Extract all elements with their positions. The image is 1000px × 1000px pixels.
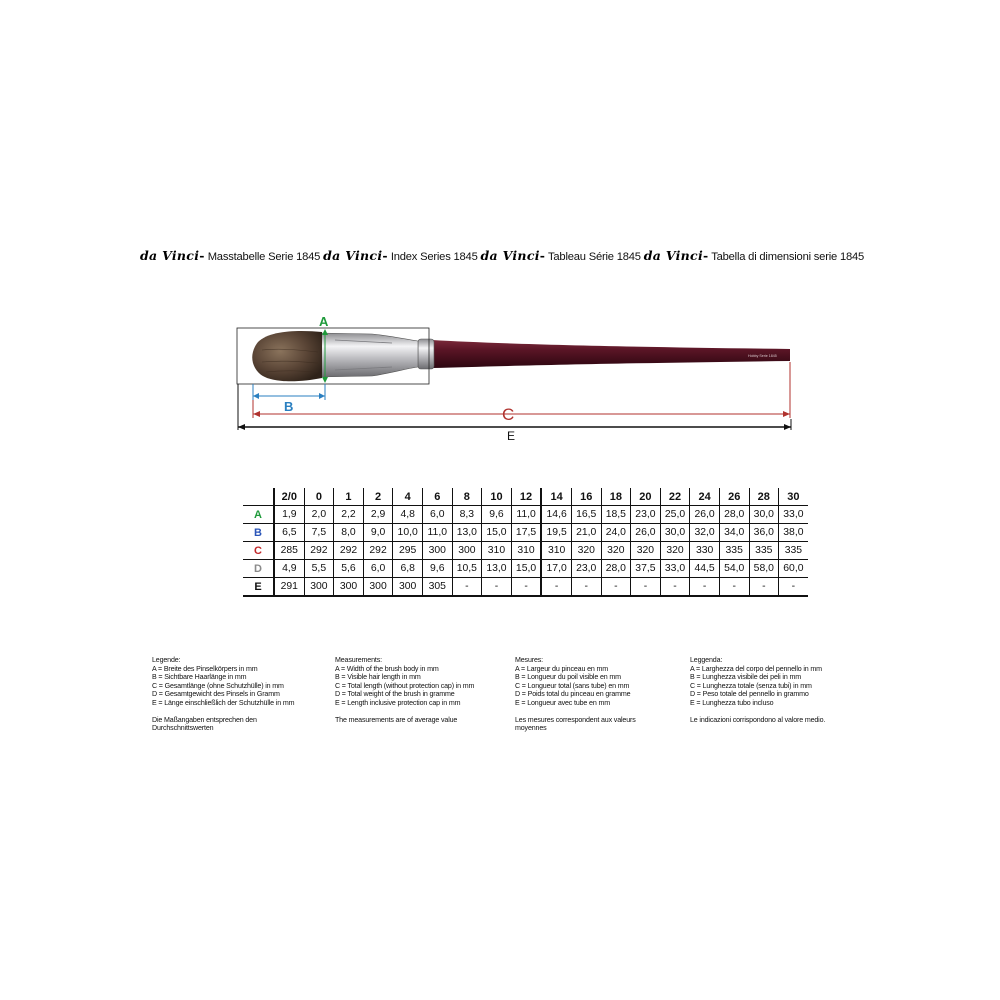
table-row [243, 542, 808, 560]
legend-line: B = Visible hair length in mm [335, 673, 421, 682]
table-cell: 10,5 [452, 560, 482, 578]
table-cell: 17,5 [511, 524, 541, 542]
header-text: Masstabelle Serie 1845 [204, 251, 324, 263]
size-header-cell: 28 [749, 488, 779, 506]
table-row [243, 506, 808, 524]
table-cell: 295 [393, 542, 423, 560]
table-cell: 300 [393, 578, 423, 597]
table-cell: 14,6 [541, 506, 571, 524]
table-cell: 6,0 [422, 506, 452, 524]
size-header-cell: 26 [719, 488, 749, 506]
table-cell: 300 [422, 542, 452, 560]
brush-ferrule [318, 333, 418, 377]
header-text: Tabella di dimensioni serie 1845 [708, 251, 865, 263]
table-cell: 320 [631, 542, 661, 560]
table-cell: 11,0 [511, 506, 541, 524]
size-header-cell: 30 [779, 488, 808, 506]
table-cell: 38,0 [779, 524, 808, 542]
size-header-cell: 4 [393, 488, 423, 506]
table-row [243, 578, 808, 597]
table-cell: 335 [719, 542, 749, 560]
table-cell: 8,3 [452, 506, 482, 524]
table-cell: 6,5 [274, 524, 304, 542]
size-header-cell: 2/0 [274, 488, 304, 506]
table-cell: 36,0 [749, 524, 779, 542]
size-header-row [243, 488, 808, 506]
row-key-c: C [243, 542, 274, 560]
brand-logo: da Vinci - [644, 248, 709, 263]
table-cell: 2,2 [334, 506, 364, 524]
table-cell: 19,5 [541, 524, 571, 542]
table-cell: 11,0 [422, 524, 452, 542]
corner-cell [243, 488, 274, 506]
table-cell: 285 [274, 542, 304, 560]
table-cell: 13,0 [482, 560, 512, 578]
table-cell: 7,5 [304, 524, 334, 542]
size-header-cell: 12 [511, 488, 541, 506]
table-cell: 30,0 [660, 524, 690, 542]
legend-line: B = Longueur du poil visible en mm [515, 673, 621, 682]
table-cell: 320 [601, 542, 631, 560]
table-cell: 33,0 [660, 560, 690, 578]
table-cell: 2,0 [304, 506, 334, 524]
size-header-cell: 1 [334, 488, 364, 506]
table-cell: - [719, 578, 749, 597]
legend-title: Mesures: [515, 656, 543, 664]
legend-line: D = Poids total du pinceau en gramme [515, 690, 631, 699]
table-cell: 28,0 [719, 506, 749, 524]
brand-logo: da Vinci - [140, 248, 205, 263]
header-text: Index Series 1845 [387, 251, 481, 263]
table-cell: 34,0 [719, 524, 749, 542]
table-cell: 33,0 [779, 506, 808, 524]
table-cell: 54,0 [719, 560, 749, 578]
table-cell: 21,0 [571, 524, 601, 542]
brand-logo: da Vinci - [323, 248, 388, 263]
table-cell: 18,5 [601, 506, 631, 524]
legend-line: D = Peso totale del pennello in grammo [690, 690, 809, 699]
legend-line: D = Gesamtgewicht des Pinsels in Gramm [152, 690, 280, 699]
legend-line: E = Longueur avec tube en mm [515, 698, 610, 707]
header-text: Tableau Série 1845 [545, 251, 644, 263]
legend-line: C = Longueur total (sans tube) en mm [515, 681, 630, 690]
table-cell: - [541, 578, 571, 597]
table-cell: 8,0 [334, 524, 364, 542]
label-c: C [502, 405, 515, 424]
table-cell: 310 [511, 542, 541, 560]
table-cell: - [571, 578, 601, 597]
size-header-cell: 18 [601, 488, 631, 506]
table-body [243, 506, 808, 597]
table-cell: - [511, 578, 541, 597]
legend-line: A = Largeur du pinceau en mm [515, 664, 609, 673]
table-cell: 300 [363, 578, 393, 597]
legend-english [335, 656, 505, 724]
legend-title: Leggenda: [690, 656, 723, 664]
legend-line: C = Lunghezza totale (senza tubi) in mm [690, 681, 812, 690]
handle-imprint: Hobby Serie 1845 [748, 354, 777, 358]
table-cell: 58,0 [749, 560, 779, 578]
table-cell: 310 [541, 542, 571, 560]
table-cell: 320 [571, 542, 601, 560]
table-cell: 330 [690, 542, 720, 560]
legend-line: E = Length inclusive protection cap in mm [335, 698, 461, 707]
table-cell: 15,0 [511, 560, 541, 578]
table-cell: - [631, 578, 661, 597]
table-cell: 30,0 [749, 506, 779, 524]
table-cell: 26,0 [690, 506, 720, 524]
table-cell: 9,6 [482, 506, 512, 524]
table-cell: 23,0 [631, 506, 661, 524]
legend-line: D = Total weight of the brush in gramme [335, 690, 455, 699]
table-cell: 15,0 [482, 524, 512, 542]
table-cell: 5,5 [304, 560, 334, 578]
table-cell: 13,0 [452, 524, 482, 542]
table-cell: 25,0 [660, 506, 690, 524]
legend-german [152, 656, 294, 733]
table-cell: 6,0 [363, 560, 393, 578]
table-cell: 300 [334, 578, 364, 597]
table-cell: 17,0 [541, 560, 571, 578]
legend-line: E = Länge einschließlich der Schutzhülle in mm [152, 698, 295, 707]
table-cell: 26,0 [631, 524, 661, 542]
table-cell: 10,0 [393, 524, 423, 542]
row-key-d: D [243, 560, 274, 578]
table-cell: 37,5 [631, 560, 661, 578]
row-key-b: B [243, 524, 274, 542]
table-cell: 292 [304, 542, 334, 560]
table-row [243, 560, 808, 578]
legend-note: Les mesures correspondent aux valeurs moyennes [515, 715, 636, 733]
table-cell: 6,8 [393, 560, 423, 578]
legend-title: Legende: [152, 656, 181, 664]
size-header-cell: 16 [571, 488, 601, 506]
table-cell: 9,6 [422, 560, 452, 578]
dimension-b [253, 384, 325, 414]
row-key-e: E [243, 578, 274, 597]
table-cell: - [601, 578, 631, 597]
table-cell: 4,9 [274, 560, 304, 578]
table-cell: - [452, 578, 482, 597]
table-cell: - [749, 578, 779, 597]
legend-italian [690, 656, 860, 724]
table-cell: - [660, 578, 690, 597]
size-header-cell: 20 [631, 488, 661, 506]
row-key-a: A [243, 506, 274, 524]
table-cell: 335 [749, 542, 779, 560]
legend-line: B = Sichtbare Haarlänge in mm [152, 673, 247, 682]
label-b: B [284, 399, 294, 414]
table-cell: 300 [452, 542, 482, 560]
brush-hair [252, 331, 322, 381]
table-cell: 60,0 [779, 560, 808, 578]
table-cell: 291 [274, 578, 304, 597]
size-header-cell: 0 [304, 488, 334, 506]
legend-line: C = Total length (without protection cap) in mm [335, 681, 475, 690]
size-header-cell: 22 [660, 488, 690, 506]
size-header-cell: 14 [541, 488, 571, 506]
table-cell: 292 [363, 542, 393, 560]
legend-french [515, 656, 665, 733]
table-cell: - [779, 578, 808, 597]
table-cell: 2,9 [363, 506, 393, 524]
table-cell: 23,0 [571, 560, 601, 578]
table-cell: 9,0 [363, 524, 393, 542]
size-header-cell: 10 [482, 488, 512, 506]
table-cell: - [690, 578, 720, 597]
brush-handle [432, 340, 790, 368]
legend-title: Measurements: [335, 656, 382, 664]
legend-line: A = Larghezza del corpo del pennello in mm [690, 664, 822, 673]
brand-logo: da Vinci - [481, 248, 546, 263]
table-cell: 24,0 [601, 524, 631, 542]
table-cell: 32,0 [690, 524, 720, 542]
label-e: E [507, 429, 516, 443]
measurement-table [243, 488, 808, 597]
label-a: A [319, 314, 329, 329]
size-header-cell: 8 [452, 488, 482, 506]
legend-note: The measurements are of average value [335, 715, 458, 724]
size-header-cell: 24 [690, 488, 720, 506]
table-cell: 320 [660, 542, 690, 560]
table-cell: 28,0 [601, 560, 631, 578]
table-row [243, 524, 808, 542]
legend-note: Die Maßangaben entsprechen den Durchschnittswerten [152, 715, 257, 733]
table-cell: 44,5 [690, 560, 720, 578]
table-cell: 16,5 [571, 506, 601, 524]
table-cell: 292 [334, 542, 364, 560]
legend-note: Le indicazioni corrispondono al valore medio. [690, 715, 826, 724]
legend-line: E = Lunghezza tubo incluso [690, 698, 774, 707]
table-cell: - [482, 578, 512, 597]
table-cell: 5,6 [334, 560, 364, 578]
legend-line: A = Breite des Pinselkörpers in mm [152, 664, 258, 673]
table-cell: 4,8 [393, 506, 423, 524]
table-cell: 335 [779, 542, 808, 560]
table-cell: 1,9 [274, 506, 304, 524]
legend-line: A = Width of the brush body in mm [335, 664, 439, 673]
size-header-cell: 6 [422, 488, 452, 506]
table-cell: 310 [482, 542, 512, 560]
ferrule-collar [418, 339, 434, 369]
table-cell: 300 [304, 578, 334, 597]
legend-line: B = Lunghezza visibile dei peli in mm [690, 673, 801, 682]
size-header-cell: 2 [363, 488, 393, 506]
table-cell: 305 [422, 578, 452, 597]
legend-line: C = Gesamtlänge (ohne Schutzhülle) in mm [152, 681, 284, 690]
